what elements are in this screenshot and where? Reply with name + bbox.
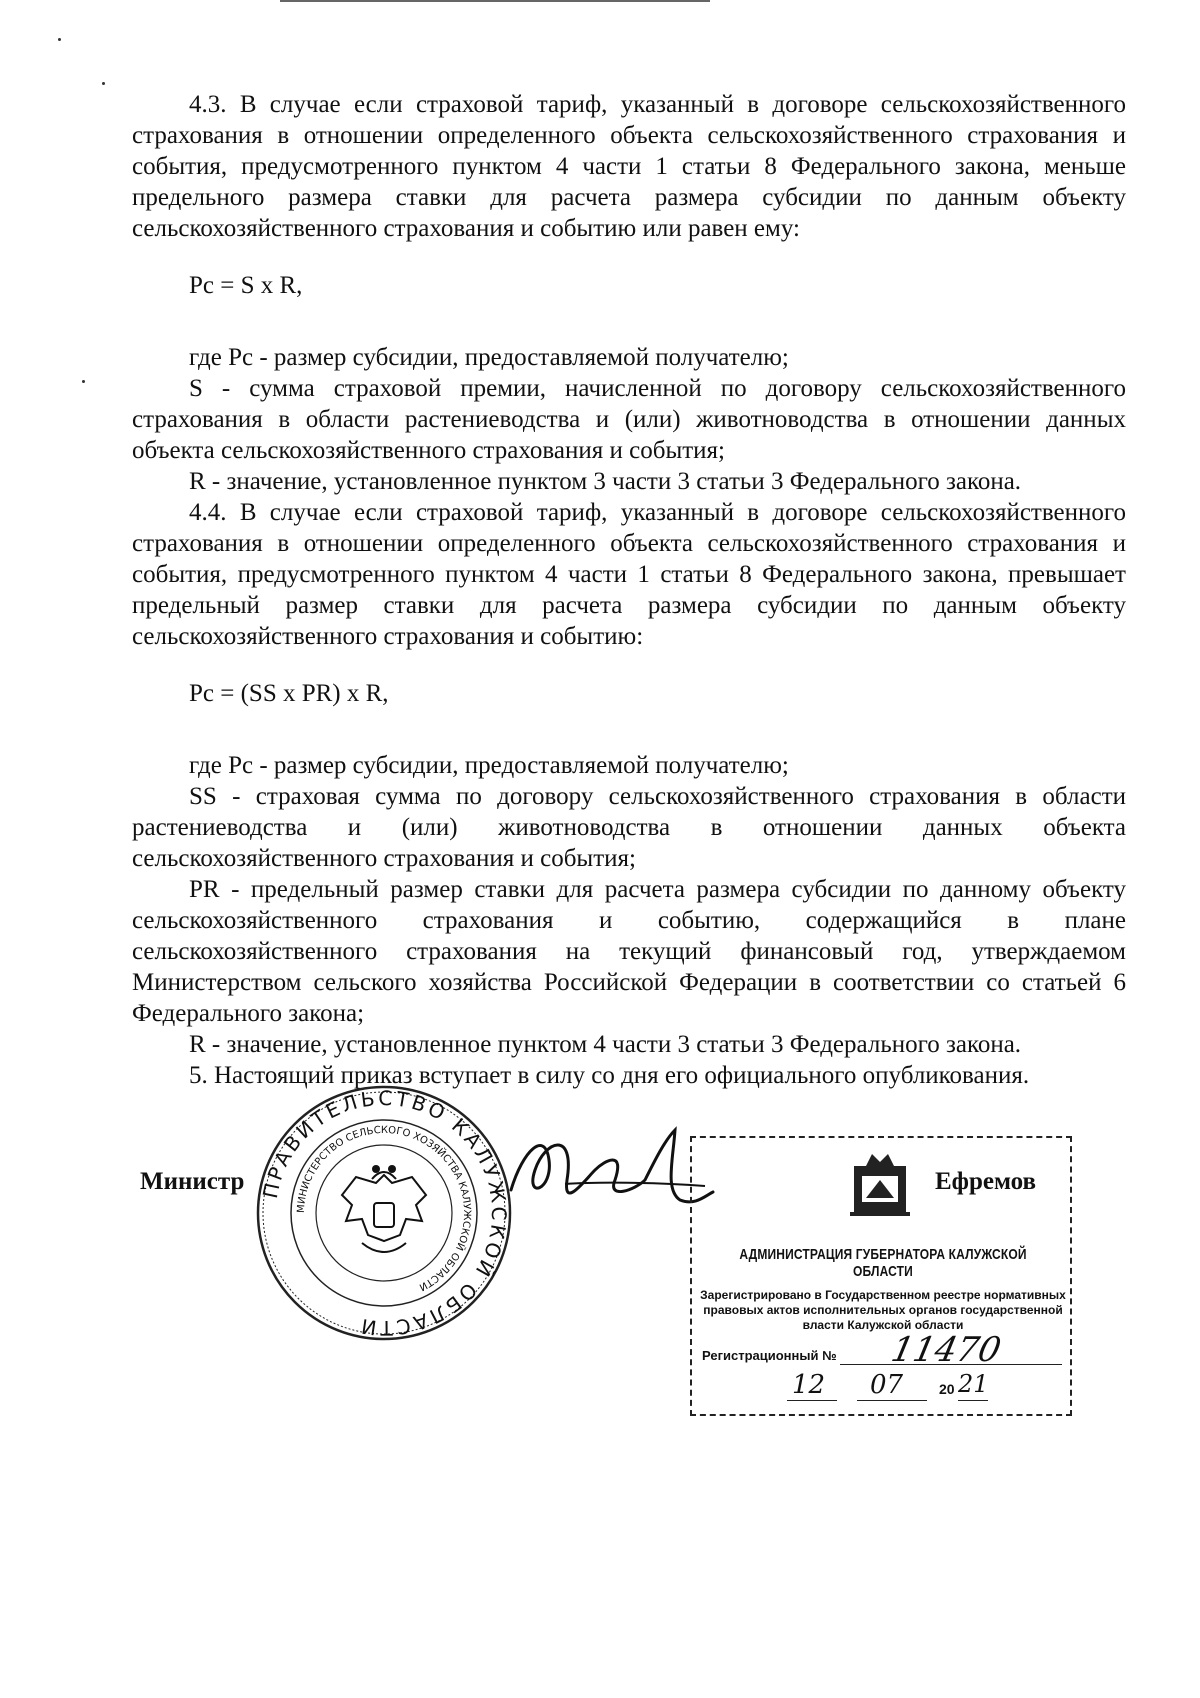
handwritten-signature: [505, 1120, 715, 1220]
definition-ss: SS - страховая сумма по договору сельскохозяйственного страхования в области растениеводства и (или) животноводства в отношении данных объекта сельскохозяйственного страхования и события;: [132, 783, 1126, 872]
scan-top-edge-line: [280, 0, 710, 2]
formula-pc-s-r: Pc = S x R,: [189, 272, 303, 299]
registration-date-year-suffix: 21: [958, 1370, 989, 1398]
paragraph-5: 5. Настоящий приказ вступает в силу со дня его официального опубликования.: [189, 1062, 1030, 1089]
registration-number-label: Регистрационный №: [702, 1348, 837, 1363]
stamp-administration-title: АДМИНИСТРАЦИЯ ГУБЕРНАТОРА КАЛУЖСКОЙ ОБЛАСТИ: [739, 1246, 1027, 1280]
paragraph-4-3: 4.3. В случае если страховой тариф, указанный в договоре сельскохозяйственного страхования в отношении определенного объекта сельскохозяйственного страхования и события, предусмотренного пунктом 4 части 1 статьи 8 Федерального закона, меньше предельного размера ставки для расчета размера субсидии по данным объекту сельскохозяйственного страхования и событию или равен ему:: [132, 91, 1126, 242]
registration-date-day: 12: [792, 1370, 826, 1400]
registration-date-year-prefix: 20: [939, 1381, 955, 1397]
paragraph-4-4: 4.4. В случае если страховой тариф, указанный в договоре сельскохозяйственного страхования в отношении определенного объекта сельскохозяйственного страхования и события, предусмотренного пунктом 4 части 1 статьи 8 Федерального закона, превышает предельный размер ставки для расчета размера субсидии по данным объекту сельскохозяйственного страхования и событию:: [132, 499, 1126, 650]
where-pc-2: где Pc - размер субсидии, предоставляемой получателю;: [189, 752, 789, 779]
where-pc-1: где Pc - размер субсидии, предоставляемой получателю;: [189, 344, 789, 371]
kaluga-coat-of-arms-icon: [844, 1148, 916, 1218]
formula-pc-ss-pr-r: Pc = (SS x PR) x R,: [189, 680, 389, 707]
definition-s: S - сумма страховой премии, начисленной по договору сельскохозяйственного страхования в области растениеводства и (или) животноводства в отношении данных объекта сельскохозяйственного страхования и события;: [132, 375, 1126, 464]
definition-pr: PR - предельный размер ставки для расчета размера субсидии по данному объекту сельскохозяйственного страхования и событию, содержащийся в плане сельскохозяйственного страхования на текущий финансовый год, утверждаемом Министерством сельского хозяйства Российской Федерации в соответствии со статьей 6 Федерального закона;: [132, 876, 1126, 1027]
document-body: [132, 89, 1126, 1091]
minister-surname: Ефремов: [935, 1168, 1037, 1195]
official-seal-icon: [254, 1083, 514, 1343]
date-year-line: [958, 1400, 988, 1401]
registration-date-month: 07: [870, 1370, 904, 1400]
position-title: Министр: [140, 1168, 245, 1195]
date-month-line: [857, 1400, 927, 1401]
scan-speck: [102, 82, 105, 85]
scan-speck: [82, 380, 85, 383]
definition-r-2: R - значение, установленное пунктом 4 части 3 статьи 3 Федерального закона.: [189, 1031, 1022, 1058]
svg-text:МИНИСТЕРСТВО СЕЛЬСКОГО ХОЗЯЙСТ: МИНИСТЕРСТВО СЕЛЬСКОГО ХОЗЯЙСТВА КАЛУЖСКОЙ ОБЛАСТИ: [295, 1124, 473, 1293]
definition-r-1: R - значение, установленное пунктом 3 части 3 статьи 3 Федерального закона.: [189, 468, 1022, 495]
svg-text:ПРАВИТЕЛЬСТВО КАЛУЖСКОЙ ОБЛАСТ: ПРАВИТЕЛЬСТВО КАЛУЖСКОЙ ОБЛАСТИ: [257, 1085, 512, 1341]
scan-speck: [58, 38, 61, 41]
date-day-line: [787, 1400, 837, 1401]
stamp-registration-note: Зарегистрировано в Государственном реестре нормативных правовых актов исполнительных органов государственной власти Калужской области: [700, 1288, 1066, 1332]
registration-number-handwritten: 11470: [887, 1330, 1005, 1370]
